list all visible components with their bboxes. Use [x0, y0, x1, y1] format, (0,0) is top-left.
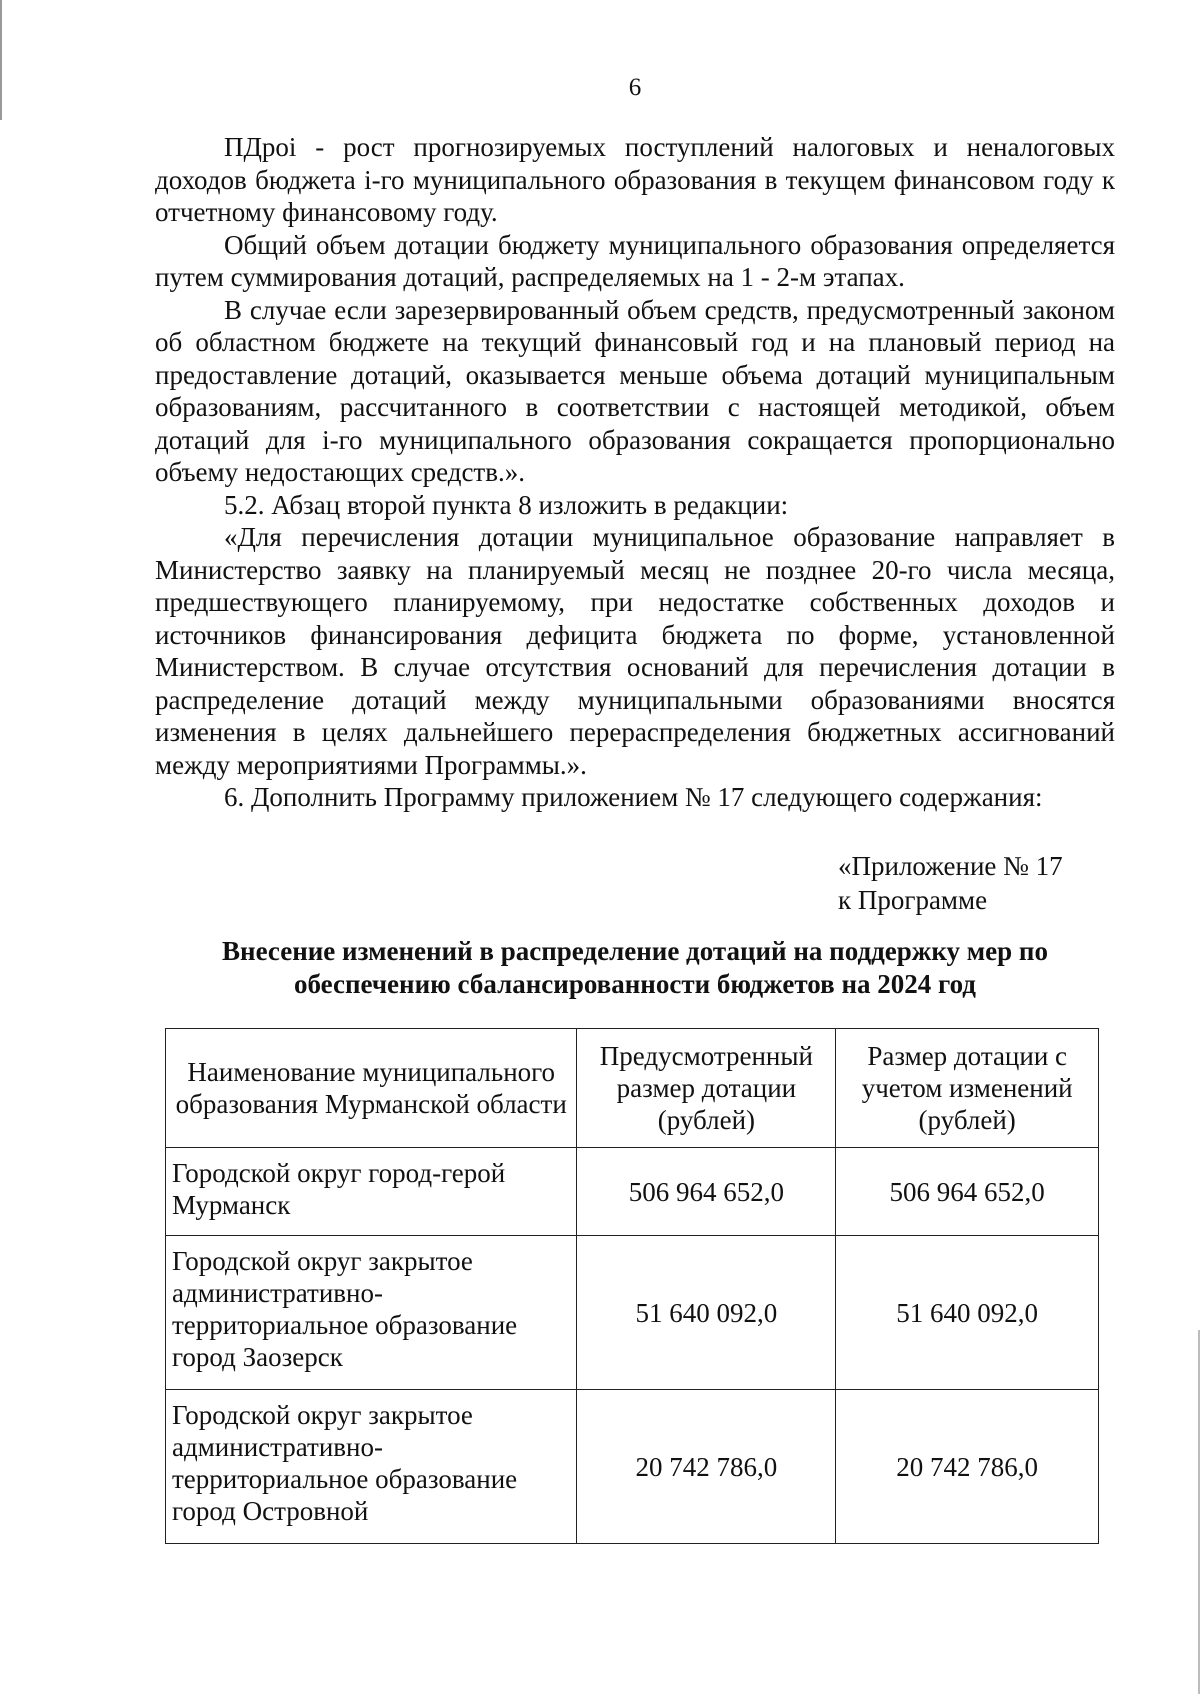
paragraph-pdroi: ПДроі - рост прогнозируемых поступлений налоговых и неналоговых доходов бюджета і-го муниципального образования в текущем финансовом году к отчетному финансовому году. [155, 132, 1115, 227]
table-row [166, 1390, 1099, 1544]
cell-planned-amount: 506 964 652,0 [577, 1148, 836, 1236]
paragraph-reserved-funds: В случае если зарезервированный объем средств, предусмотренный законом об областном бюджете на текущий финансовый год и на плановый период на предоставление дотаций, оказывается меньше объема дотаций муниципальным образованиям, рассчитанного в соответствии с настоящей методикой, объем дотаций для і-го муниципального образования сокращается пропорционально объему недостающих средств.». [155, 294, 1115, 487]
cell-planned-amount: 51 640 092,0 [577, 1236, 836, 1390]
cell-municipality: Городской округ город-герой Мурманск [166, 1148, 577, 1236]
cell-municipality: Городской округ закрытое административно-территориальное образование город Островной [166, 1390, 577, 1544]
table-title [160, 935, 1110, 1001]
header-revised-amount: Размер дотации с учетом изменений (рублей) [836, 1029, 1099, 1148]
header-planned-amount: Предусмотренный размер дотации (рублей) [577, 1029, 836, 1148]
table-row [166, 1148, 1099, 1236]
cell-revised-amount: 506 964 652,0 [836, 1148, 1099, 1236]
table-header-row [166, 1029, 1099, 1148]
paragraph-item-6: 6. Дополнить Программу приложением № 17 следующего содержания: [224, 782, 1043, 812]
appendix-number: «Приложение № 17 [838, 851, 1063, 881]
cell-revised-amount: 51 640 092,0 [836, 1236, 1099, 1390]
cell-revised-amount: 20 742 786,0 [836, 1390, 1099, 1544]
table-title-line-1: Внесение изменений в распределение дотаций на поддержку мер по [222, 936, 1048, 966]
page-number: 6 [628, 74, 642, 101]
paragraph-item-5-2: 5.2. Абзац второй пункта 8 изложить в редакции: [224, 489, 789, 520]
cell-planned-amount: 20 742 786,0 [577, 1390, 836, 1544]
cell-municipality: Городской округ закрытое административно-территориальное образование город Заозерск [166, 1236, 577, 1390]
body-text [155, 131, 1115, 814]
subsidy-table [165, 1028, 1099, 1544]
paragraph-total-volume: Общий объем дотации бюджету муниципального образования определяется путем суммирования дотаций, распределяемых на 1 - 2-м этапах. [155, 229, 1115, 292]
appendix-label [838, 849, 1063, 917]
header-municipality: Наименование муниципального образования Мурманской области [166, 1029, 577, 1148]
scan-edge-left [0, 0, 2, 120]
paragraph-transfer-request: «Для перечисления дотации муниципальное образование направляет в Министерство заявку на планируемый месяц не позднее 20-го числа месяца, предшествующего планируемому, при недостатке собственных доходов и источников финансирования дефицита бюджета по форме, установленной Министерством. В случае отсутствия оснований для перечисления дотации в распределение дотаций между муниципальными образованиями вносятся изменения в целях дальнейшего перераспределения бюджетных ассигнований между мероприятиями Программы.». [155, 522, 1115, 780]
table-title-line-2: обеспечению сбалансированности бюджетов на 2024 год [294, 969, 976, 999]
appendix-program: к Программе [838, 885, 988, 915]
table-row [166, 1236, 1099, 1390]
